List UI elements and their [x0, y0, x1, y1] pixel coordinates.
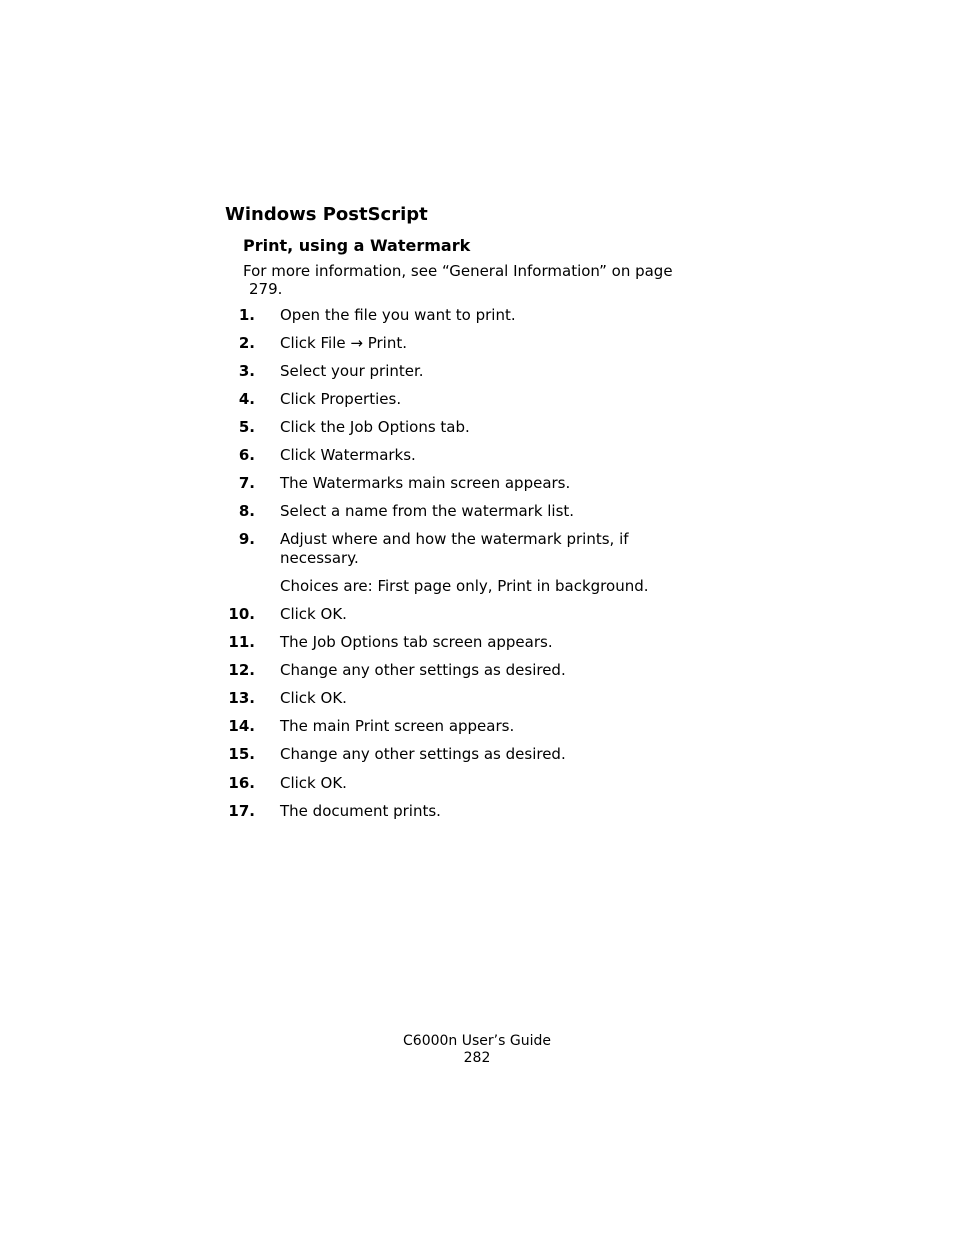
step-number: 11. [228, 633, 255, 651]
step-number: 9. [238, 530, 255, 548]
step-number: 13. [228, 689, 255, 707]
step-text: Open the file you want to print. [280, 306, 516, 324]
step-text: Click File → Print. [280, 334, 407, 352]
step-text: The Job Options tab screen appears. [280, 633, 553, 651]
step-text: Click OK. [280, 774, 347, 792]
step-number: 2. [238, 334, 255, 352]
step-text: Click the Job Options tab. [280, 418, 470, 436]
step-text [280, 530, 700, 568]
step-text-line-2: necessary. [280, 549, 359, 567]
step-number: 8. [238, 502, 255, 520]
step-text: Click Properties. [280, 390, 402, 408]
step-number: 17. [228, 802, 255, 820]
subsection-heading: Print, using a Watermark [243, 236, 471, 255]
choices-note: Choices are: First page only, Print in background. [280, 577, 649, 595]
step-text-line-1: Adjust where and how the watermark prints, if [280, 530, 629, 548]
step-text: Click OK. [280, 605, 347, 623]
step-number: 16. [228, 774, 255, 792]
step-number: 14. [228, 717, 255, 735]
section-heading: Windows PostScript [225, 204, 428, 225]
step-text: Click OK. [280, 689, 347, 707]
intro-paragraph [243, 262, 713, 298]
step-text: Select a name from the watermark list. [280, 502, 575, 520]
intro-line-2: 279. [249, 280, 283, 298]
step-text: Click Watermarks. [280, 446, 416, 464]
intro-line-1: For more information, see “General Information” on page [243, 262, 673, 280]
step-text: Change any other settings as desired. [280, 745, 566, 763]
step-text: The Watermarks main screen appears. [280, 474, 571, 492]
step-text: The document prints. [280, 802, 441, 820]
step-number: 12. [228, 661, 255, 679]
step-number: 7. [238, 474, 255, 492]
step-number: 4. [238, 390, 255, 408]
step-number: 3. [238, 362, 255, 380]
step-number: 1. [238, 306, 255, 324]
step-number: 10. [228, 605, 255, 623]
step-text: The main Print screen appears. [280, 717, 515, 735]
step-text: Select your printer. [280, 362, 424, 380]
step-number: 5. [238, 418, 255, 436]
step-number: 6. [238, 446, 255, 464]
step-number: 15. [228, 745, 255, 763]
footer-page-number: 282 [463, 1050, 491, 1066]
step-text: Change any other settings as desired. [280, 661, 566, 679]
footer-guide-title: C6000n User’s Guide [403, 1033, 551, 1049]
